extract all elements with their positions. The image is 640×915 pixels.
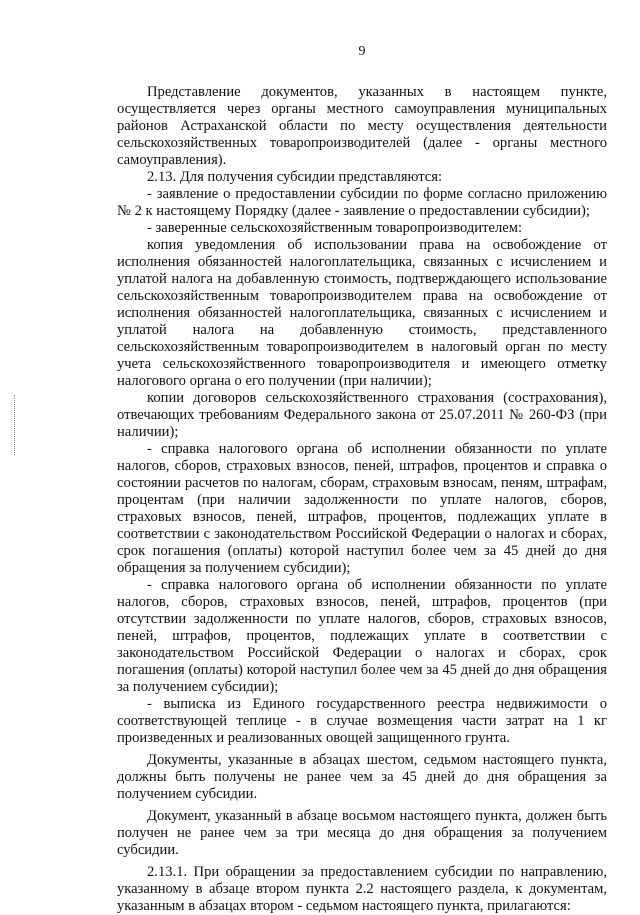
paragraph: - выписка из Единого государственного реестра недвижимости о соответствующей теплице - в случае возмещения части затрат на 1 кг произведенных и реализованных овощей защищенного грунта. <box>117 696 607 746</box>
document-body <box>117 84 607 915</box>
paragraph: копии договоров сельскохозяйственного страхования (сострахования), отвечающих требованиям Федерального закона от 25.07.2011 № 260-ФЗ (при наличии); <box>117 390 607 440</box>
paragraph: - справка налогового органа об исполнении обязанности по уплате налогов, сборов, страховых взносов, пеней, штрафов, процентов и справка о состоянии расчетов по налогам, сборам, страховым взносам, пеням, штрафам, процентам (при наличии задолженности по уплате налогов, сборов, страховых взносов, пеней, штрафов, процентов, подлежащих уплате в соответствии с законодательством Российской Федерации о налогах и сборах, срок погашения (оплаты) которой наступил более чем за 45 дней до дня обращения за получением субсидии); <box>117 441 607 576</box>
paragraph: 2.13.1. При обращении за предоставлением субсидии по направлению, указанному в абзаце втором пункта 2.2 настоящего раздела, к документам, указанным в абзацах втором - седьмом настоящего пункта, прилагаются: <box>117 864 607 914</box>
paragraph: Представление документов, указанных в настоящем пункте, осуществляется через органы местного самоуправления муниципальных районов Астраханской области по месту осуществления деятельности сельскохозяйственных товаропроизводителей (далее - органы местного самоуправления). <box>117 84 607 168</box>
paragraph: - заявление о предоставлении субсидии по форме согласно приложению № 2 к настоящему Порядку (далее - заявление о предоставлении субсидии); <box>117 186 607 219</box>
paragraph: копия уведомления об использовании права на освобождение от исполнения обязанностей налогоплательщика, связанных с исчислением и уплатой налога на добавленную стоимость, подтверждающего использование сельскохозяйственным товаропроизводителем права на освобождение от исполнения обязанностей налогоплательщика, связанных с исчислением и уплатой налога на добавленную стоимость, представленного сельскохозяйственным товаропроизводителем в налоговый орган по месту учета сельскохозяйственного товаропроизводителя и имеющего отметку налогового органа о его получении (при наличии); <box>117 237 607 389</box>
page-number: 9 <box>358 44 366 59</box>
scan-margin-mark <box>14 395 16 455</box>
paragraph: 2.13. Для получения субсидии представляются: <box>147 169 443 185</box>
paragraph: - заверенные сельскохозяйственным товаропроизводителем: <box>147 220 522 236</box>
paragraph: Документы, указанные в абзацах шестом, седьмом настоящего пункта, должны быть получены не ранее чем за 45 дней до дня обращения за получением субсидии. <box>117 752 607 802</box>
paragraph: - справка налогового органа об исполнении обязанности по уплате налогов, сборов, страховых взносов, пеней, штрафов, процентов (при отсутствии задолженности по уплате налогов, сборов, страховых взносов, пеней, штрафов, процентов, подлежащих уплате в соответствии с законодательством Российской Федерации о налогах и сборах, срок погашения (оплаты) которой наступил более чем за 45 дней до дня обращения за получением субсидии); <box>117 577 607 695</box>
paragraph: Документ, указанный в абзаце восьмом настоящего пункта, должен быть получен не ранее чем за три месяца до дня обращения за получением субсидии. <box>117 808 607 858</box>
